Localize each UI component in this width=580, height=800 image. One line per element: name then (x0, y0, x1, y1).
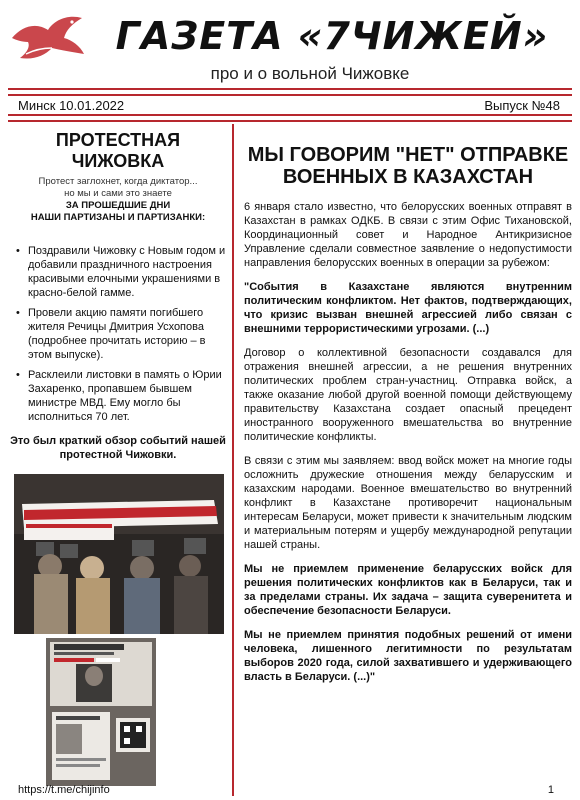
article-headline: МЫ ГОВОРИМ "НЕТ" ОТПРАВКЕ ВОЕННЫХ В КАЗАХСТАН (247, 144, 569, 188)
intro-line: но мы и сами это знаете (64, 188, 172, 199)
issue-number: Выпуск №48 (484, 98, 560, 113)
newspaper-title: ГАЗЕТА «7ЧИЖЕЙ» (115, 14, 549, 58)
intro-line: НАШИ ПАРТИЗАНЫ И ПАРТИЗАНКИ: (30, 212, 206, 223)
intro-line: Протест заглохнет, когда диктатор... (38, 176, 198, 187)
footer-link[interactable]: https://t.me/chijinfo (18, 784, 110, 796)
newspaper-subtitle: про и о вольной Чижовке (210, 64, 410, 83)
intro-line: ЗА ПРОШЕДШИЕ ДНИ (65, 200, 171, 211)
issue-date: Минск 10.01.2022 (18, 98, 125, 113)
masthead-rule (8, 94, 572, 96)
list-item: • Расклеили листовки в память о Юрии Захаренко, пропавшем бывшем министре МВД. Ему могло бы исполниться 70 лет. (18, 368, 228, 424)
article-paragraph: 6 января стало известно, что белорусских военных отправят в Казахстан в рамках ОДКБ. В связи с этим Офис Тихановской, Координационный совет и Народное Антикризисное Управление сделали совместное заявление о недопустимости направления белорусских военных в операции за рубежом: (244, 201, 572, 269)
protest-photo (14, 474, 224, 634)
article-paragraph: В связи с этим мы заявляем: ввод войск может на многие годы осложнить дружеские отношения между беларусским и казахским народами. Военное вмешательство во внутренний конфликт в Казахстане противоречит национальным интересам Беларуси, может привести к значительным людским и материальным потерям и ущербу международной репутации нашей страны. (244, 455, 572, 551)
left-heading: ПРОТЕСТНАЯ ЧИЖОВКА (55, 130, 181, 171)
column-divider (232, 124, 234, 796)
page-number: 1 (547, 784, 554, 796)
article-quote: "События в Казахстане являются внутренним политическим конфликтом. Нет фактов, подтверждающих, что кризис вызван внешней агрессией либо связан с внешними террористическими угрозами. (...) (244, 281, 572, 335)
left-intro (8, 176, 228, 224)
events-list (8, 244, 228, 424)
left-outro: Это был краткий обзор событий нашей протестной Чижовки. (10, 435, 226, 461)
article-paragraph: Мы не приемлем применение беларусских войск для решения политических конфликтов как в Беларуси, так и за пределами страны. Их задача – защита суверенитета и обеспечение безопасности Беларуси. (244, 563, 572, 617)
masthead-rule (8, 114, 572, 116)
article (244, 144, 572, 694)
article-paragraph: Мы не приемлем принятия подобных решений от имени человека, лишенного легитимности по результатам выборов 2020 года, силой захватившего и удерживающего власть в Беларуси. (...)" (244, 629, 572, 683)
list-item: • Поздравили Чижовку с Новым годом и добавили праздничного настроения красивыми елочными украшениями в красно-белой гамме. (18, 244, 228, 300)
masthead-rule (8, 120, 572, 122)
article-paragraph: Договор о коллективной безопасности создавался для отражения внешней агрессии, а не решения внутренних политических проблем стран-участниц. Отправка войск, а также оказание любой другой военной помощи действующему правительству Казахстана создает опасный прецедент иностранного вооруженного вмешательства во внутренние политические конфликты. (244, 347, 572, 443)
list-item: • Провели акцию памяти погибшего жителя Речицы Дмитрия Усхопова (подробнее прочитать историю – в этом выпуске). (18, 306, 228, 362)
bird-logo-icon (8, 8, 88, 72)
poster-photo (46, 638, 156, 786)
left-column (8, 124, 228, 488)
masthead-rule (8, 88, 572, 90)
